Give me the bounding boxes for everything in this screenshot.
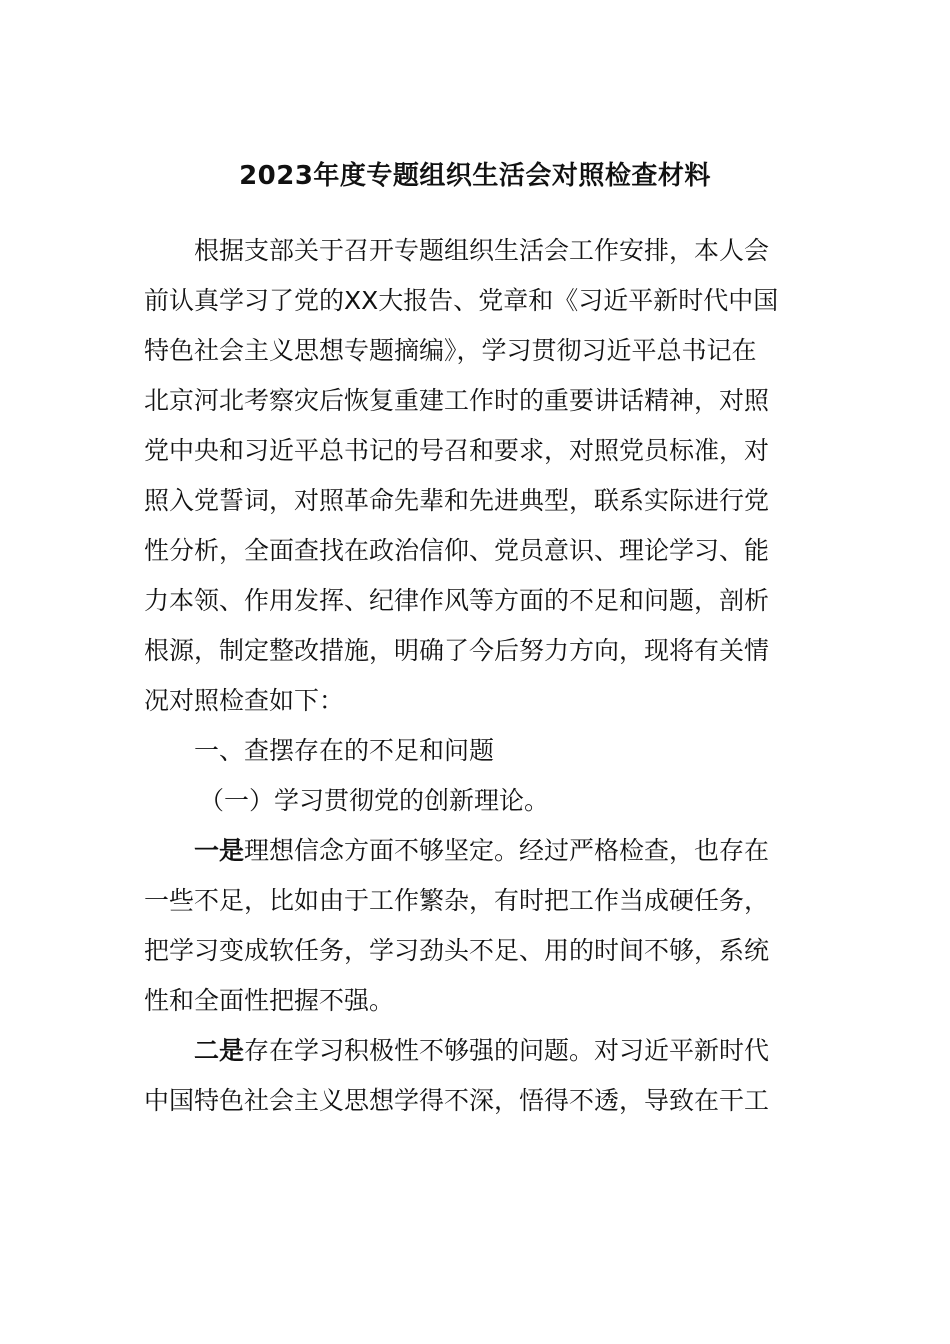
subsection-heading: （一）学习贯彻党的创新理论。	[199, 786, 550, 815]
point-one-text: 理想信念方面不够坚定。经过严格检查，也存在	[244, 836, 770, 865]
intro-line: 根据支部关于召开专题组织生活会工作安排，本人会	[194, 236, 770, 265]
intro-line: 性分析，全面查找在政治信仰、党员意识、理论学习、能	[144, 536, 770, 565]
point-one-label: 一是	[194, 836, 245, 865]
point-two-text: 存在学习积极性不够强的问题。对习近平新时代	[244, 1036, 770, 1065]
document-body	[144, 226, 806, 1126]
intro-line: 况对照检查如下：	[144, 686, 345, 715]
intro-line: 北京河北考察灾后恢复重建工作时的重要讲话精神，对照	[144, 386, 770, 415]
point-two-first-line	[144, 1026, 806, 1076]
point-one-line: 把学习变成软任务，学习劲头不足、用的时间不够，系统	[144, 936, 770, 965]
section-heading: 一、查摆存在的不足和问题	[194, 736, 495, 765]
document-title: 2023年度专题组织生活会对照检查材料	[239, 161, 711, 191]
point-one-first-line	[144, 826, 806, 876]
intro-line: 根源，制定整改措施，明确了今后努力方向，现将有关情	[144, 636, 770, 665]
point-two-line: 中国特色社会主义思想学得不深，悟得不透，导致在干工	[144, 1086, 770, 1115]
point-one-line: 性和全面性把握不强。	[144, 986, 395, 1015]
point-two-label: 二是	[194, 1036, 245, 1065]
intro-line: 前认真学习了党的XX大报告、党章和《习近平新时代中国	[144, 286, 779, 315]
intro-line: 党中央和习近平总书记的号召和要求，对照党员标准，对	[144, 436, 770, 465]
intro-line: 特色社会主义思想专题摘编》，学习贯彻习近平总书记在	[144, 336, 757, 365]
intro-line: 力本领、作用发挥、纪律作风等方面的不足和问题，剖析	[144, 586, 770, 615]
point-one-line: 一些不足，比如由于工作繁杂，有时把工作当成硬任务，	[144, 886, 770, 915]
intro-line: 照入党誓词，对照革命先辈和先进典型，联系实际进行党	[144, 486, 770, 515]
